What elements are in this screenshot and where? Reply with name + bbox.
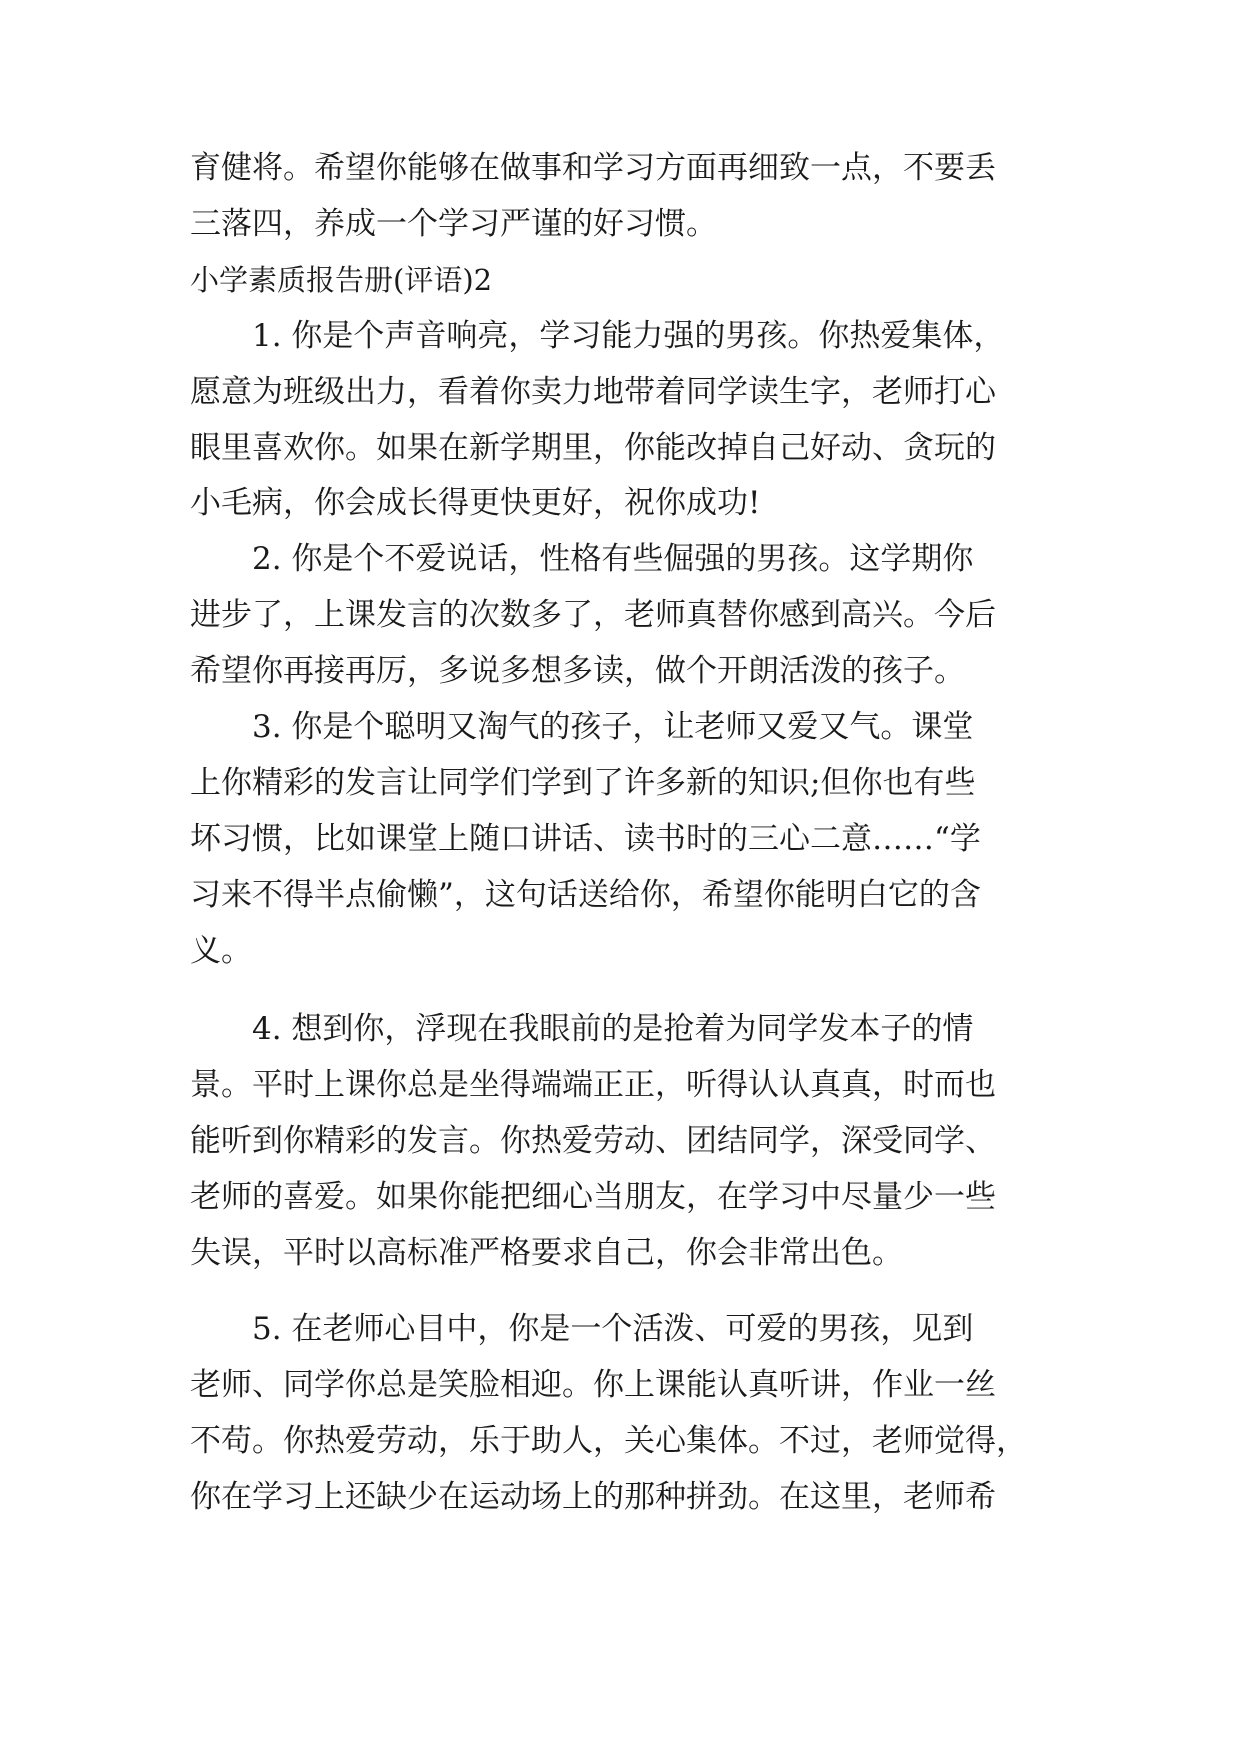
comment-5-line: 不苟。你热爱劳动，乐于助人，关心集体。不过，老师觉得， xyxy=(190,1423,1027,1459)
comment-1-line: 小毛病，你会成长得更快更好，祝你成功! xyxy=(190,485,761,521)
comment-1-line: 眼里喜欢你。如果在新学期里，你能改掉自己好动、贪玩的 xyxy=(190,430,996,466)
paragraph-line: 育健将。希望你能够在做事和学习方面再细致一点，不要丢 xyxy=(190,150,996,186)
comment-4-line: 老师的喜爱。如果你能把细心当朋友，在学习中尽量少一些 xyxy=(190,1179,996,1215)
comment-1-line: 愿意为班级出力，看着你卖力地带着同学读生字，老师打心 xyxy=(190,374,996,410)
comment-4-line: 失误，平时以高标准严格要求自己，你会非常出色。 xyxy=(190,1235,903,1271)
comment-2-line: 希望你再接再厉，多说多想多读，做个开朗活泼的孩子。 xyxy=(190,653,965,689)
comment-3-line: 义。 xyxy=(190,933,252,969)
comment-3-line: 坏习惯，比如课堂上随口讲话、读书时的三心二意……“学 xyxy=(190,821,981,857)
comment-2-line: 进步了，上课发言的次数多了，老师真替你感到高兴。今后 xyxy=(190,597,996,633)
comment-1-line: 1. 你是个声音响亮，学习能力强的男孩。你热爱集体， xyxy=(252,318,1005,354)
comment-5-line: 你在学习上还缺少在运动场上的那种拼劲。在这里，老师希 xyxy=(190,1479,996,1515)
comment-3-line: 上你精彩的发言让同学们学到了许多新的知识;但你也有些 xyxy=(190,765,976,801)
comment-4-line: 景。平时上课你总是坐得端端正正，听得认认真真，时而也 xyxy=(190,1067,996,1103)
comment-2-line: 2. 你是个不爱说话，性格有些倔强的男孩。这学期你 xyxy=(252,541,974,577)
paragraph-line: 三落四，养成一个学习严谨的好习惯。 xyxy=(190,206,717,242)
comment-5-line: 5. 在老师心目中，你是一个活泼、可爱的男孩，见到 xyxy=(252,1311,974,1347)
comment-3-line: 习来不得半点偷懒”，这句话送给你，希望你能明白它的含 xyxy=(190,877,981,913)
section-heading: 小学素质报告册(评语)2 xyxy=(190,263,493,297)
comment-4-line: 能听到你精彩的发言。你热爱劳动、团结同学，深受同学、 xyxy=(190,1123,996,1159)
comment-4-line: 4. 想到你，浮现在我眼前的是抢着为同学发本子的情 xyxy=(252,1011,974,1047)
comment-3-line: 3. 你是个聪明又淘气的孩子，让老师又爱又气。课堂 xyxy=(252,709,974,745)
comment-5-line: 老师、同学你总是笑脸相迎。你上课能认真听讲，作业一丝 xyxy=(190,1367,996,1403)
